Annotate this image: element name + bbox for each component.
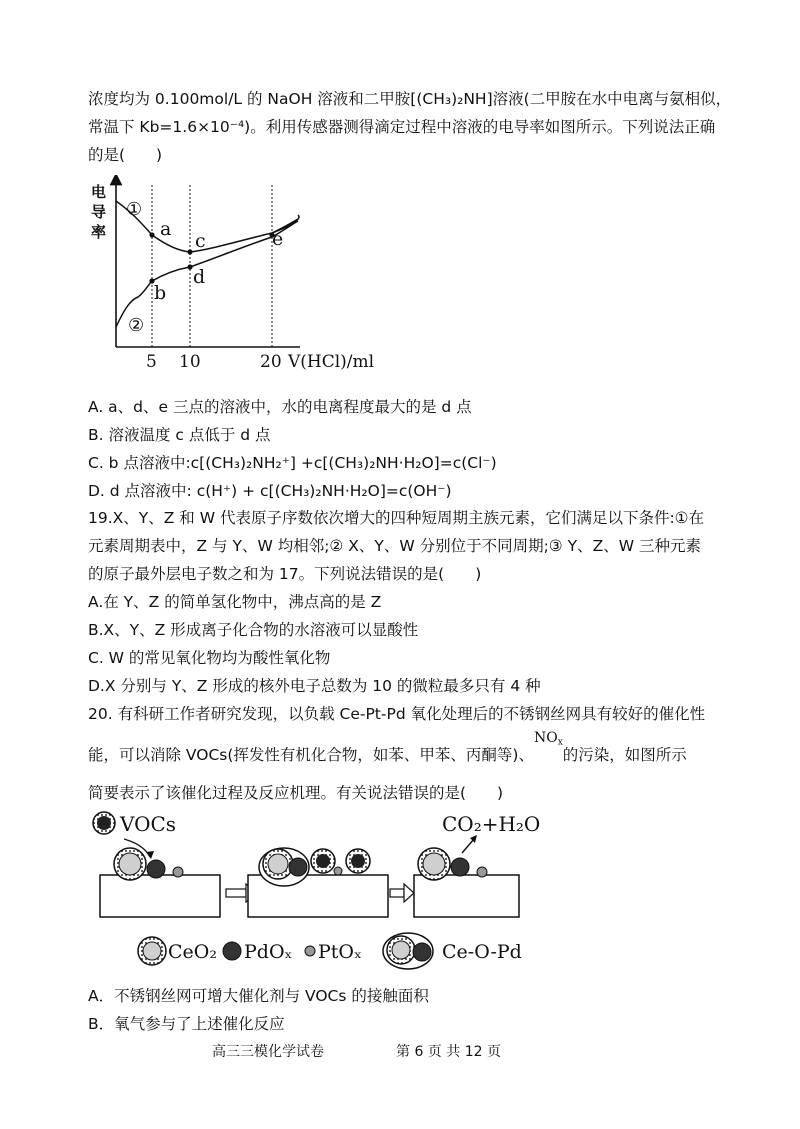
stage2-vocs-2 [346,849,370,873]
legend-pdox-label: PdOₓ [244,941,293,963]
product-label: CO₂+H₂O [442,812,541,836]
nox-formula [534,730,563,746]
stage2-ptox [334,867,342,875]
y-label-3: 率 [91,223,107,241]
x-tick-10: 10 [179,352,201,372]
point-d-label: d [193,266,206,288]
point-a-dot [149,232,154,237]
point-b-label: b [154,282,167,304]
point-c-label: c [195,230,206,252]
q19-option-c: C. W 的常见氧化物均为酸性氧化物 [88,649,331,667]
q18-stem-line1: 浓度均为 0.100mol/L 的 NaOH 溶液和二甲胺[(CH₃)₂NH]溶液(二甲胺在水中电离与氨相似， [88,90,732,108]
process-arrow-2 [390,884,414,902]
x-axis-label: V(HCl)/ml [288,352,375,372]
substrate-3 [414,875,519,917]
q18-option-a: A. a、d、e 三点的溶液中，水的电离程度最大的是 d 点 [88,398,472,416]
stage3-ptox [477,867,487,877]
q19-option-b: B.X、Y、Z 形成离子化合物的水溶液可以显酸性 [88,621,419,639]
nox-main: NO [533,730,558,746]
curve-1-label: ① [126,199,143,220]
q18-option-d: D. d 点溶液中: c(H⁺) + c[(CH₃)₂NH·H₂O]=c(OH⁻) [88,482,452,500]
q20-stem-line1: 20. 有科研工作者研究发现，以负载 Ce-Pt-Pd 氧化处理后的不锈钢丝网具有较好的催化性 [88,705,706,723]
q18-option-b: B. 溶液温度 c 点低于 d 点 [88,426,271,444]
vocs-particle [93,812,115,834]
q20-stem-line2-after: 的污染，如图所示 [562,746,687,764]
nox-sub: x [557,737,563,748]
curve-2-label: ② [128,315,145,336]
x-tick-5: 5 [146,352,157,372]
y-label-2: 导 [91,203,107,221]
stage1-ptox [173,867,183,877]
q19-stem-line3: 的原子最外层电子数之和为 17。下列说法错误的是( ) [88,565,482,583]
q20-stem-line2 [88,730,687,771]
point-d-dot [187,264,192,269]
q19-stem-line2: 元素周期表中，Z 与 Y、W 均相邻;② X、Y、W 分别位于不同周期;③ Y、Z、W 三种元素 [88,537,701,555]
stage1-ceo2 [114,848,146,880]
q20-option-a: A．不锈钢丝网可增大催化剂与 VOCs 的接触面积 [88,987,429,1005]
stage1-pdox [147,860,165,878]
footer-exam-title: 高三三模化学试卷 [212,1044,324,1060]
conductivity-graph [88,175,398,375]
q19-option-d: D.X 分别与 Y、Z 形成的核外电子总数为 10 的微粒最多只有 4 种 [88,677,541,695]
y-label-1: 电 [91,183,107,201]
point-a-label: a [160,218,172,240]
stage2-vocs-1 [311,849,335,873]
legend-ceo2-label: CeO₂ [168,941,217,963]
q19-option-a: A.在 Y、Z 的简单氢化物中，沸点高的是 Z [88,593,382,611]
legend-ptox-swatch [305,946,315,956]
x-tick-20: 20 [260,352,282,372]
q18-stem-line2: 常温下 Kb=1.6×10⁻⁴)。利用传感器测得滴定过程中溶液的电导率如图所示。下列说法正确 [88,118,716,136]
q20-stem-line3: 简要表示了该催化过程及反应机理。有关说法错误的是( ) [88,784,504,802]
q19-stem-line1: 19.X、Y、Z 和 W 代表原子序数依次增大的四种短周期主族元素，它们满足以下条件:①在 [88,509,705,527]
q20-option-b: B．氧气参与了上述催化反应 [88,1015,285,1033]
stage3-ceo2 [418,848,450,880]
q20-stem-line2-before: 能，可以消除 VOCs(挥发性有机化合物，如苯、甲苯、丙酮等)、 [88,746,534,764]
q18-option-c: C. b 点溶液中:c[(CH₃)₂NH₂⁺] +c[(CH₃)₂NH·H₂O]=c(Cl⁻) [88,454,497,472]
legend-ce-o-pd-label: Ce-O-Pd [442,941,522,963]
substrate-1 [100,875,220,917]
legend-ptox-label: PtOₓ [318,941,363,963]
vocs-label: VOCs [120,812,177,836]
point-e-label: e [272,228,284,250]
stage3-pdox [451,858,469,876]
product-arrow [462,839,474,853]
catalysis-diagram [88,805,548,985]
point-c-dot [187,249,192,254]
footer-page-number: 第 6 页 共 12 页 [396,1044,501,1060]
legend-ce-o-pd-swatch [383,933,433,969]
legend-ceo2-swatch [138,937,166,965]
q18-stem-line3: 的是( ) [88,146,163,164]
legend-pdox-swatch [223,942,241,960]
stage2-ce-o-pd [259,848,309,886]
